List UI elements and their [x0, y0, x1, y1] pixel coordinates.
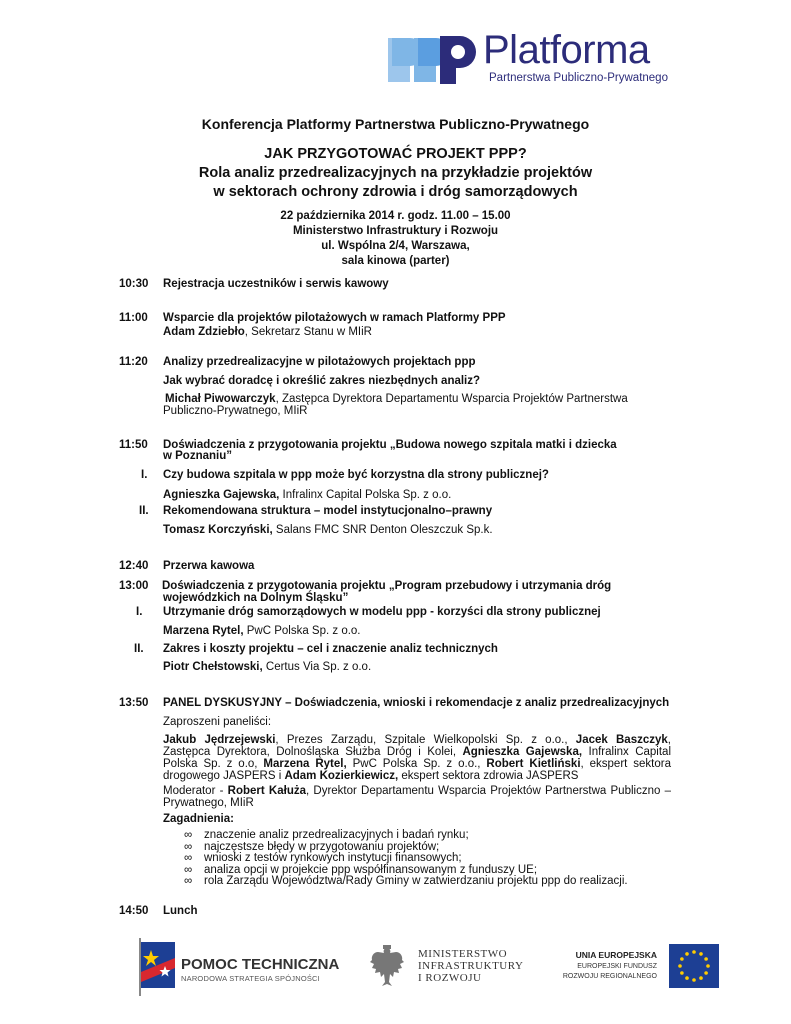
- sub-item-speaker: [163, 489, 683, 502]
- speaker-org: Salans FMC SNR Denton Oleszczuk Sp.k.: [272, 524, 493, 536]
- mi-text: [418, 948, 523, 984]
- agenda-title-continued: wojewódzkich na Dolnym Śląsku”: [163, 592, 349, 604]
- sub-item-speaker: [163, 661, 683, 674]
- agenda-time: 12:40: [119, 560, 149, 572]
- sub-item-number: I.: [141, 469, 148, 481]
- mi-line-1: MINISTERSTWO: [418, 948, 508, 960]
- issue-text: rola Zarządu Województwa/Rady Gminy w zatwierdzaniu projektu ppp do realizacji.: [204, 875, 628, 887]
- speaker-role-continued: Publiczno-Prywatnego, MIiR: [163, 405, 308, 417]
- platforma-ppp-logo: [388, 28, 678, 86]
- sub-item-speaker: [163, 625, 683, 638]
- agenda-title: PANEL DYSKUSYJNY – Doświadczenia, wnioski i rekomendacje z analiz przedrealizacyjnych: [163, 697, 670, 709]
- agenda-time: 11:50: [119, 439, 148, 451]
- speaker-name: Michał Piwowarczyk: [165, 393, 276, 405]
- event-venue: Ministerstwo Infrastruktury i Rozwoju: [292, 225, 499, 237]
- event-address: ul. Wspólna 2/4, Warszawa,: [321, 240, 470, 252]
- panelist-name: Agnieszka Gajewska,: [462, 746, 583, 758]
- panelist-name: Marzena Rytel,: [263, 758, 347, 770]
- panelist-name: Adam Kozierkiewicz,: [284, 770, 399, 782]
- speaker-org: Certus Via Sp. z o.o.: [262, 661, 372, 673]
- panelists-paragraph: [163, 734, 671, 782]
- eu-star-icon: [685, 952, 689, 956]
- eu-subtitle-1: EUROPEJSKI FUNDUSZ: [577, 963, 657, 970]
- event-room: sala kinowa (parter): [341, 255, 450, 267]
- panelist-role: , Zastępca Dyrektora, Dolnośląska Służba Dróg i Kolei,: [163, 734, 671, 758]
- agenda-title-continued: w Poznaniu”: [163, 450, 232, 462]
- pt-subtitle: NARODOWA STRATEGIA SPÓJNOŚCI: [181, 974, 320, 983]
- eu-star-icon: [699, 952, 703, 956]
- panel-invited-label: Zaproszeni paneliści:: [163, 716, 272, 728]
- eu-star-icon: [680, 971, 684, 975]
- speaker-name: Marzena Rytel,: [163, 625, 244, 637]
- event-title-line-3: w sektorach ochrony zdrowia i dróg samorządowych: [213, 184, 578, 200]
- list-item: [184, 876, 628, 888]
- eu-star-icon: [685, 976, 689, 980]
- issue-text: najczęstsze błędy w przygotowaniu projektów;: [204, 840, 440, 853]
- speaker-role: , Sekretarz Stanu w MIiR: [244, 326, 372, 338]
- eu-subtitle-2: ROZWOJU REGIONALNEGO: [562, 973, 657, 980]
- panelist-role: ekspert sektora zdrowia JASPERS: [398, 770, 579, 782]
- agenda-speaker-1100: [163, 326, 683, 339]
- eu-star-icon: [704, 971, 708, 975]
- eu-star-icon: [692, 950, 696, 954]
- infinity-bullet-icon: ∞: [184, 875, 193, 887]
- event-title-line-1: JAK PRZYGOTOWAĆ PROJEKT PPP?: [264, 146, 527, 162]
- speaker-name: Tomasz Korczyński,: [163, 524, 273, 536]
- speaker-org: PwC Polska Sp. z o.o.: [243, 625, 361, 637]
- conference-title: Konferencja Platformy Partnerstwa Publiczno-Prywatnego: [201, 116, 590, 132]
- infinity-bullet-icon: ∞: [184, 829, 193, 841]
- panelist-role: , Prezes Zarządu, Szpitale Wielkopolski Sp. z o.o.,: [275, 734, 576, 746]
- agenda-title: Doświadczenia z przygotowania projektu „Program przebudowy i utrzymania dróg: [162, 580, 612, 592]
- agenda-time: 11:20: [119, 356, 148, 368]
- moderator-paragraph: [163, 785, 671, 809]
- agenda-title: Lunch: [163, 905, 198, 917]
- eu-star-icon: [699, 976, 703, 980]
- event-date: 22 października 2014 r. godz. 11.00 – 15.00: [280, 210, 511, 222]
- ppp-logo-mark-icon: [388, 34, 480, 84]
- issue-text: analiza opcji w projekcie ppp współfinansowanym z funduszy UE;: [204, 863, 538, 876]
- sub-item-title: Czy budowa szpitala w ppp może być korzystna dla strony publicznej?: [163, 469, 549, 481]
- logo-subtitle: Partnerstwa Publiczno-Prywatnego: [489, 72, 668, 84]
- agenda-title: Przerwa kawowa: [163, 560, 255, 572]
- ministerstwo-logo: [368, 942, 528, 1002]
- agenda-time: 11:00: [119, 312, 148, 324]
- speaker-name: Adam Zdziebło: [163, 326, 245, 338]
- moderator-role: , Dyrektor Departamentu Wsparcia Projektów Partnerstwa Publiczno – Prywatnego, MIiR: [163, 785, 671, 809]
- eu-star-icon: [704, 957, 708, 961]
- sub-item-title: Zakres i koszty projektu – cel i znaczenie analiz technicznych: [163, 643, 498, 655]
- sub-item-number: I.: [136, 606, 143, 618]
- panelist-name: Jakub Jędrzejewski: [163, 734, 276, 746]
- sub-item-number: II.: [139, 505, 149, 517]
- mi-line-2: INFRASTRUKTURY: [418, 960, 524, 972]
- speaker-org: Infralinx Capital Polska Sp. z o.o.: [279, 489, 452, 501]
- infinity-bullet-icon: ∞: [184, 840, 193, 853]
- speaker-name: Piotr Chełstowski,: [163, 661, 263, 673]
- agenda-time: 14:50: [119, 905, 149, 917]
- infinity-bullet-icon: ∞: [184, 863, 193, 876]
- panelist-name: Jacek Baszczyk: [575, 734, 668, 746]
- issue-text: wnioski z testów rynkowych instytucji finansowych;: [204, 852, 462, 864]
- issues-list: [184, 830, 628, 888]
- unia-europejska-logo: [545, 944, 720, 990]
- agenda-time: 10:30: [119, 278, 149, 290]
- mi-line-3: I ROZWOJU: [418, 972, 482, 984]
- eu-flag-icon: [669, 944, 719, 988]
- pt-title: POMOC TECHNICZNA: [181, 956, 340, 973]
- sub-item-title: Utrzymanie dróg samorządowych w modelu ppp - korzyści dla strony publicznej: [163, 606, 601, 618]
- issue-text: znaczenie analiz przedrealizacyjnych i badań rynku;: [204, 829, 469, 841]
- speaker-role: , Zastępca Dyrektora Departamentu Wsparcia Projektów Partnerstwa: [275, 393, 628, 405]
- polish-eagle-icon: [368, 944, 406, 990]
- agenda-time: 13:50: [119, 697, 149, 709]
- panelist-name: Robert Kietliński: [486, 758, 581, 770]
- agenda-title: Wsparcie dla projektów pilotażowych w ramach Platformy PPP: [163, 312, 506, 324]
- sub-item-speaker: [163, 524, 683, 537]
- nss-flag-icon: [137, 938, 177, 996]
- agenda-title: Doświadczenia z przygotowania projektu „Budowa nowego szpitala matki i dziecka: [163, 439, 617, 451]
- issues-label: Zagadnienia:: [163, 813, 234, 825]
- pomoc-techniczna-logo: [137, 938, 340, 998]
- moderator-name: Robert Kałuża: [227, 785, 306, 797]
- eu-title: UNIA EUROPEJSKA: [575, 950, 657, 960]
- agenda-question-1120: Jak wybrać doradcę i określić zakres niezbędnych analiz?: [163, 375, 481, 387]
- moderator-label: Moderator -: [163, 785, 228, 797]
- eu-star-icon: [706, 964, 710, 968]
- logo-brand-text: Platforma: [483, 28, 650, 72]
- agenda-title: Analizy przedrealizacyjne w pilotażowych projektach ppp: [163, 356, 476, 368]
- agenda-time: 13:00: [119, 580, 149, 592]
- speaker-name: Agnieszka Gajewska,: [163, 489, 280, 501]
- eu-star-icon: [678, 964, 682, 968]
- sub-item-title: Rekomendowana struktura – model instytucjonalno–prawny: [163, 505, 493, 517]
- panelist-role: Infralinx Capital Polska Sp. z o.o,: [163, 746, 672, 770]
- infinity-bullet-icon: ∞: [184, 852, 193, 864]
- event-title-line-2: Rola analiz przedrealizacyjnych na przykładzie projektów: [198, 165, 593, 181]
- eu-star-icon: [680, 957, 684, 961]
- sub-item-number: II.: [134, 643, 144, 655]
- panelist-role: PwC Polska Sp. z o.o.,: [346, 758, 487, 770]
- agenda-title: Rejestracja uczestników i serwis kawowy: [163, 278, 389, 290]
- panelist-role: , ekspert sektora drogowego JASPERS i: [163, 758, 671, 782]
- eu-star-icon: [692, 978, 696, 982]
